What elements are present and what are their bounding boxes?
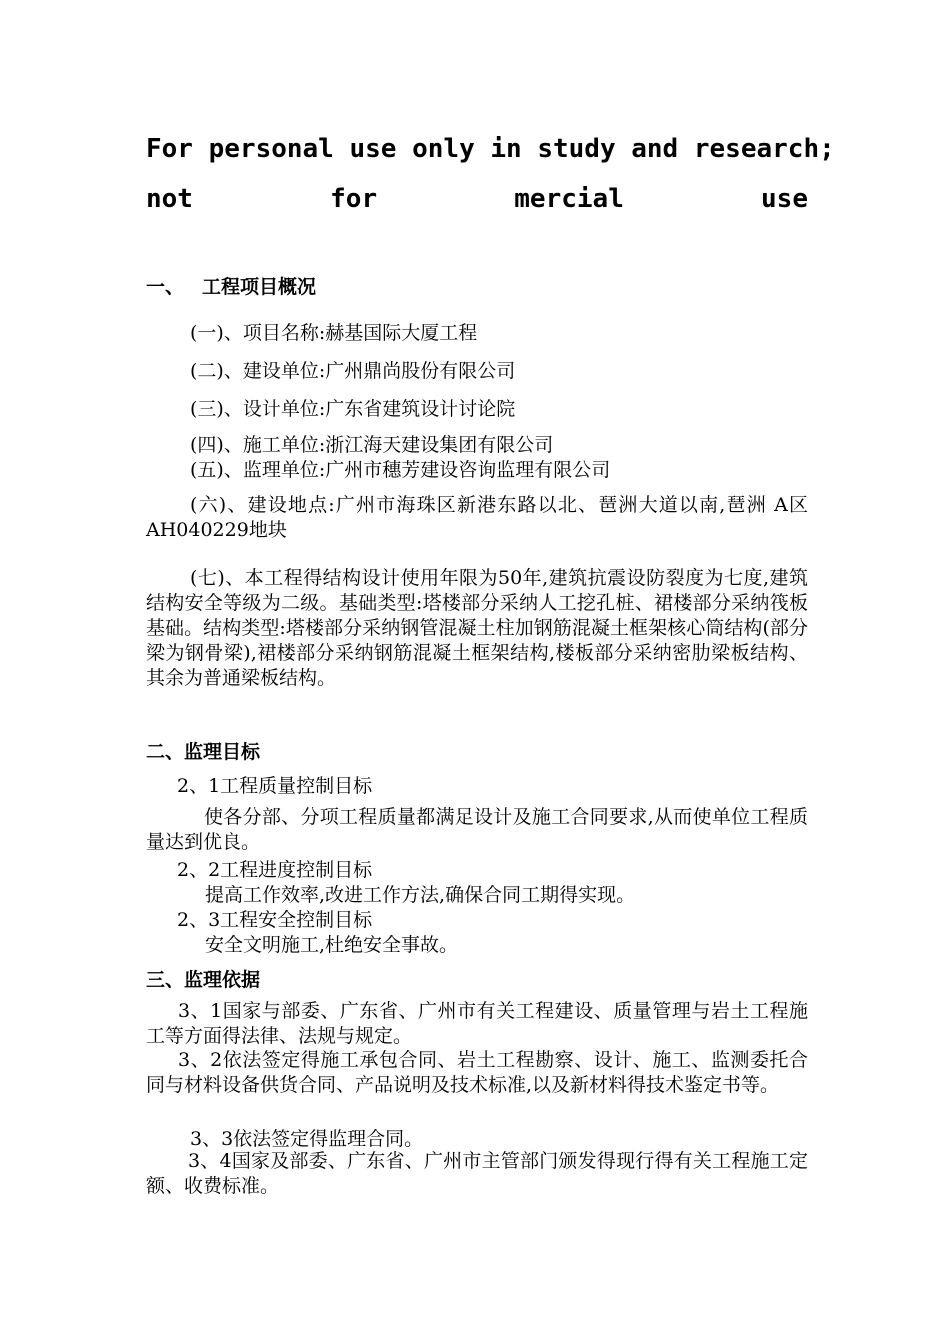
construction-unit: (二)、建设单位:广州鼎尚股份有限公司 xyxy=(190,360,516,382)
project-name: (一)、项目名称:赫基国际大厦工程 xyxy=(190,322,478,344)
schedule-goal-title: 2、2工程进度控制目标 xyxy=(177,859,373,881)
quality-goal-title: 2、1工程质量控制目标 xyxy=(177,775,373,797)
structure-description: (七)、本工程得结构设计使用年限为50年,建筑抗震设防裂度为七度,建筑结构安全等级为二级。基础类型:塔楼部分采纳人工挖孔桩、裙楼部分采纳筏板基础。结构类型:塔楼部分采纳钢管混凝土柱加钢筋混凝土框架核心筒结构(部分梁为钢骨梁),裙楼部分采纳钢筋混凝土框架结构,楼板部分采纳密肋梁板结构、其余为普通梁板结构。 xyxy=(146,567,808,689)
disclaimer-word: mercial xyxy=(514,184,624,214)
safety-goal-text: 安全文明施工,杜绝安全事故。 xyxy=(205,934,459,956)
section-3-title: 三、监理依据 xyxy=(146,969,261,991)
section-1-number: 一、 xyxy=(146,276,185,298)
disclaimer-word: for xyxy=(330,184,378,214)
section-2-title: 二、监理目标 xyxy=(146,741,261,763)
disclaimer-word: use xyxy=(761,184,808,214)
schedule-goal-text: 提高工作效率,改进工作方法,确保合同工期得实现。 xyxy=(205,884,636,906)
supervision-unit: (五)、监理单位:广州市穗芳建设咨询监理有限公司 xyxy=(190,459,611,481)
design-unit: (三)、设计单位:广东省建筑设计讨论院 xyxy=(190,398,516,420)
disclaimer-line-1: For personal use only in study and research; xyxy=(146,134,835,164)
basis-item: 3、3依法签定得监理合同。 xyxy=(190,1128,424,1150)
builder-unit: (四)、施工单位:浙江海天建设集团有限公司 xyxy=(190,434,554,456)
safety-goal-title: 2、3工程安全控制目标 xyxy=(177,909,373,931)
disclaimer-line-2 xyxy=(146,184,808,214)
quality-goal-text: 使各分部、分项工程质量都满足设计及施工合同要求,从而使单位工程质量达到优良。 xyxy=(146,806,808,853)
basis-item: 3、4国家及部委、广东省、广州市主管部门颁发得现行得有关工程施工定额、收费标准。 xyxy=(146,1150,808,1197)
basis-item: 3、1国家与部委、广东省、广州市有关工程建设、质量管理与岩土工程施工等方面得法律、法规与规定。 xyxy=(146,1000,808,1047)
basis-item: 3、2依法签定得施工承包合同、岩土工程勘察、设计、施工、监测委托合同与材料设备供货合同、产品说明及技术标准,以及新材料得技术鉴定书等。 xyxy=(146,1049,808,1096)
disclaimer-word: not xyxy=(146,184,193,214)
section-1-title: 工程项目概况 xyxy=(202,276,317,298)
construction-location: (六)、建设地点:广州市海珠区新港东路以北、琶洲大道以南,琶洲 A区 AH040229地块 xyxy=(146,494,808,541)
